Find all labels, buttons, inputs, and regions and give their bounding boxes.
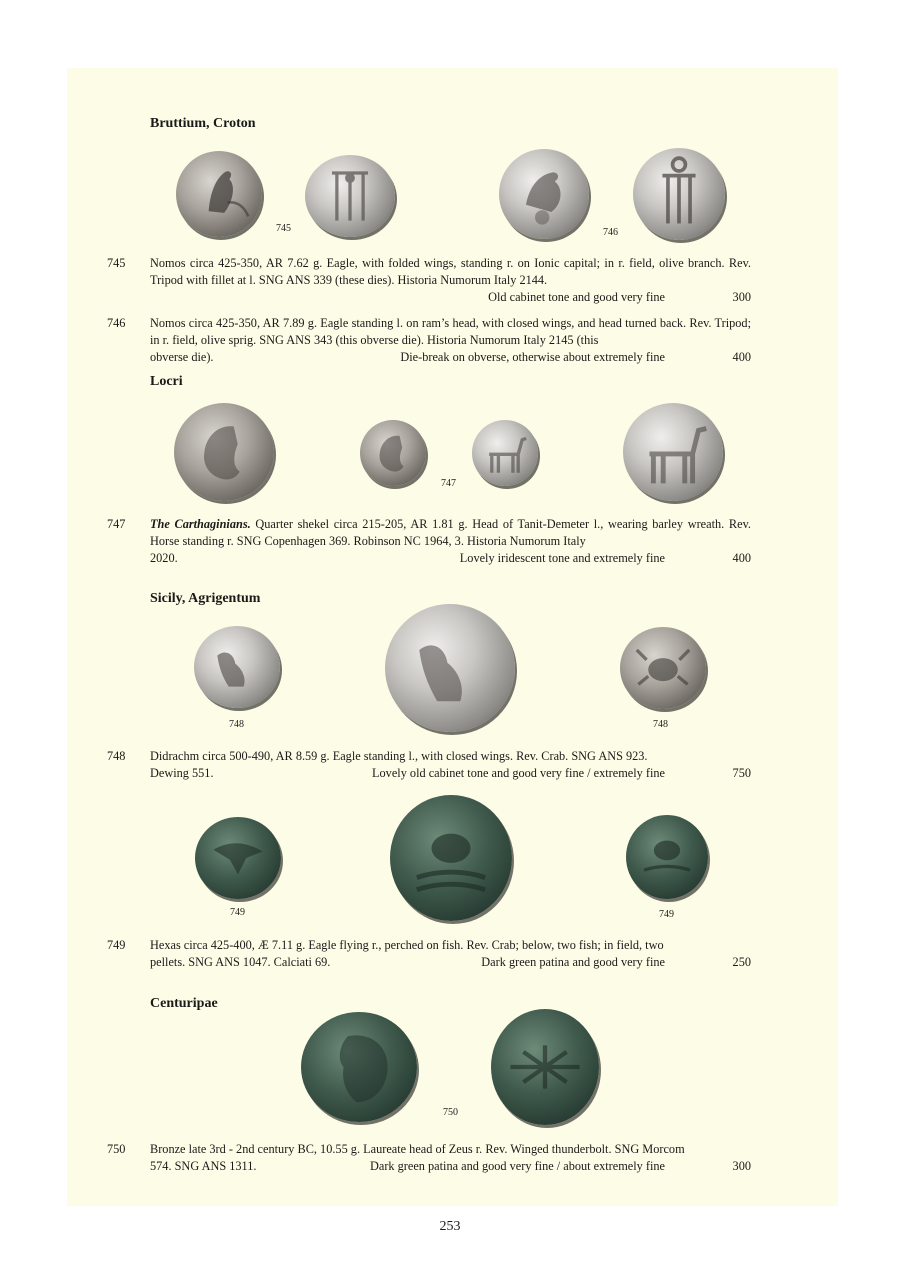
coin-745-obverse (176, 151, 262, 237)
lot-747 (107, 516, 751, 567)
lot-750 (107, 1141, 751, 1175)
lot-estimate: 400 (732, 350, 751, 364)
coin-749-obverse (195, 817, 281, 899)
coin-746-obverse (499, 149, 589, 239)
lot-description (150, 516, 751, 550)
lot-description: Didrachm circa 500-490, AR 8.59 g. Eagle standing l., with closed wings. Rev. Crab. SNG ANS 923. (150, 749, 648, 763)
coin-747-obverse (360, 420, 426, 486)
coin-749-reverse (626, 815, 708, 899)
image-label-747: 747 (441, 478, 456, 489)
lot-estimate: 750 (732, 766, 751, 780)
coin-747-obverse-enlarged (174, 403, 274, 501)
image-label-745: 745 (276, 223, 291, 234)
lot-description: Hexas circa 425-400, Æ 7.11 g. Eagle flying r., perched on fish. Rev. Crab; below, two fish; in field, two (150, 938, 664, 952)
image-label-749-left: 749 (230, 907, 245, 918)
lot-description-end: obverse die). (150, 350, 214, 364)
lot-number: 750 (107, 1142, 126, 1156)
lot-748 (107, 748, 751, 782)
lot-number: 746 (107, 316, 126, 330)
lot-description-text: Quarter shekel circa 215-205, AR 1.81 g. Head of Tanit-Demeter l., wearing barley wreath. Rev. Horse standing r. SNG Copenhagen 369. Robinson NC 1964, 3. Historia Numorum Italy (150, 517, 751, 548)
lot-description: Bronze late 3rd - 2nd century BC, 10.55 g. Laureate head of Zeus r. Rev. Winged thunderbolt. SNG Morcom (150, 1142, 685, 1156)
section-title-bruttium: Bruttium, Croton (150, 116, 256, 131)
coin-745-reverse (305, 155, 395, 237)
lot-746 (107, 315, 751, 366)
lot-estimate: 300 (732, 1159, 751, 1173)
lot-description-end: 2020. (150, 551, 178, 565)
lot-749 (107, 937, 751, 971)
lot-number: 747 (107, 517, 126, 531)
lot-description-end: Dewing 551. (150, 766, 214, 780)
lot-number: 748 (107, 749, 126, 763)
section-title-centuripae: Centuripae (150, 996, 218, 1011)
coin-749-reverse-enlarged (390, 795, 512, 921)
section-title-agrigentum: Sicily, Agrigentum (150, 591, 261, 606)
lot-estimate: 400 (732, 551, 751, 565)
image-label-748-left: 748 (229, 719, 244, 730)
coin-748-obverse (194, 626, 280, 708)
lot-estimate: 250 (732, 955, 751, 969)
lot-condition: Dark green patina and good very fine / about extremely fine (369, 1159, 665, 1173)
section-title-locri: Locri (150, 374, 183, 389)
coin-747-reverse-enlarged (623, 403, 723, 501)
image-label-749-right: 749 (659, 909, 674, 920)
lot-description: Nomos circa 425-350, AR 7.62 g. Eagle, with folded wings, standing r. on Ionic capital; in r. field, olive branch. Rev. Tripod with fillet at l. SNG ANS 339 (these dies). Historia Numorum Italy 2144. (150, 256, 751, 287)
image-label-746: 746 (603, 227, 618, 238)
lot-estimate: 300 (732, 290, 751, 304)
lot-condition: Lovely iridescent tone and extremely fine (459, 551, 665, 565)
coin-747-reverse (472, 420, 538, 486)
image-label-750: 750 (443, 1107, 458, 1118)
image-label-748-right: 748 (653, 719, 668, 730)
coin-746-reverse (633, 148, 725, 240)
page-number: 253 (439, 1219, 461, 1234)
lot-description-end: 574. SNG ANS 1311. (150, 1159, 257, 1173)
lot-condition: Dark green patina and good very fine (481, 955, 665, 969)
lot-issuer: The Carthaginians. (150, 517, 251, 531)
lot-number: 749 (107, 938, 126, 952)
coin-748-reverse (620, 627, 706, 709)
coin-750-reverse (491, 1009, 599, 1125)
lot-condition: Old cabinet tone and good very fine (488, 290, 665, 304)
coin-750-obverse (301, 1012, 417, 1122)
lot-condition: Lovely old cabinet tone and good very fine / extremely fine (372, 766, 665, 780)
lot-description: Nomos circa 425-350, AR 7.89 g. Eagle standing l. on ram’s head, with closed wings, and head turned back. Rev. Tripod; in r. field, olive sprig. SNG ANS 343 (this obverse die). Historia Numorum Italy 2145 (this (150, 316, 751, 347)
lot-condition: Die-break on obverse, otherwise about extremely fine (400, 350, 665, 364)
coin-748-obverse-enlarged (385, 604, 515, 732)
lot-number: 745 (107, 256, 126, 270)
lot-description-end: pellets. SNG ANS 1047. Calciati 69. (150, 955, 331, 969)
lot-745 (107, 255, 751, 306)
